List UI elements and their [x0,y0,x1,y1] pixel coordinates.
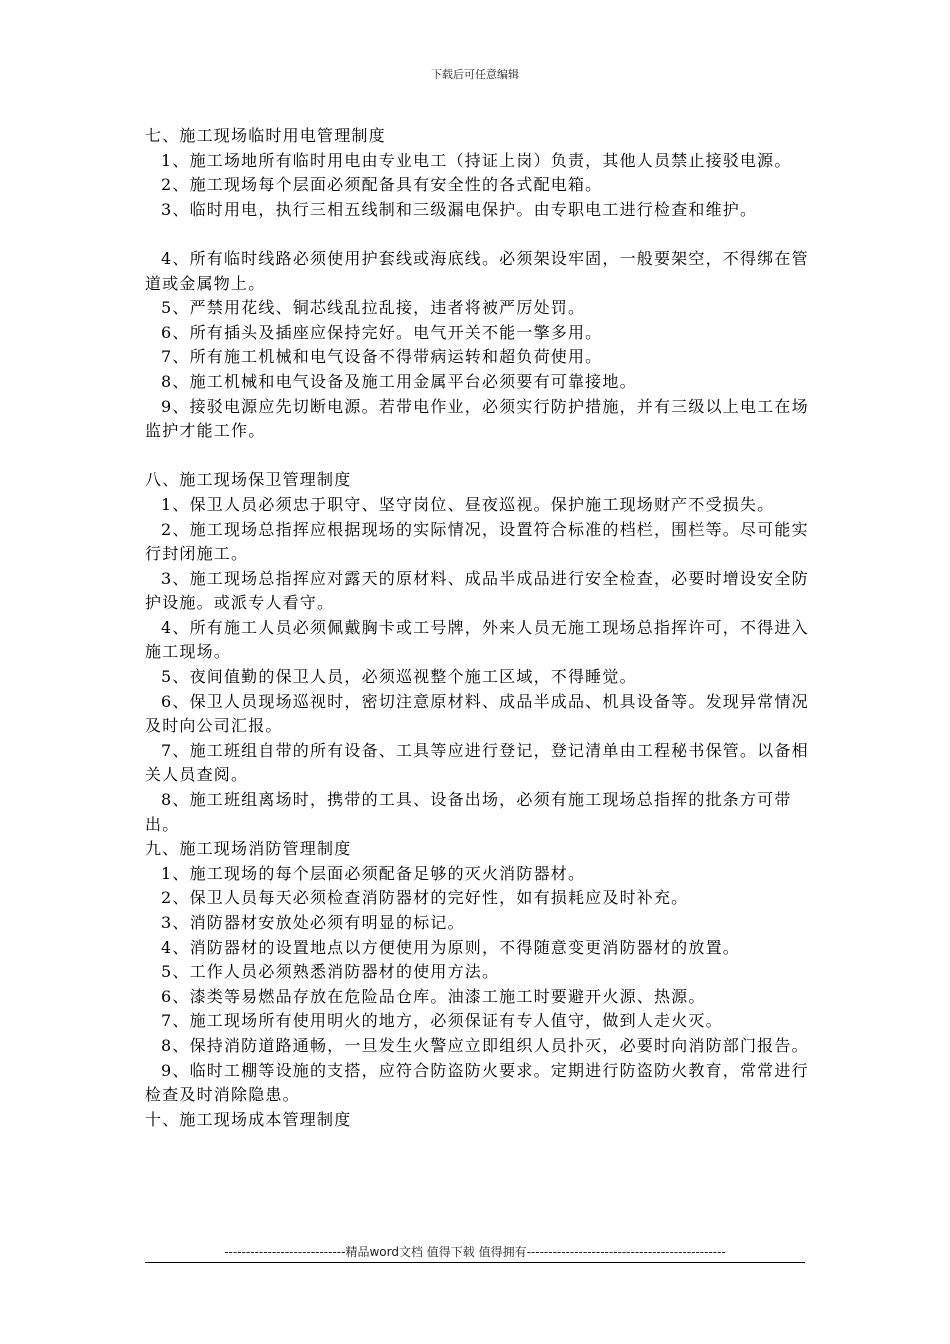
list-item: 4、消防器材的设置地点以方便使用为原则，不得随意变更消防器材的放置。 [161,937,740,957]
list-item: 7、施工现场所有使用明火的地方，必须保证有专人值守，做到人走火灭。 [161,1011,723,1031]
list-item: 1、施工现场的每个层面必须配备足够的灭火消防器材。 [161,863,586,883]
list-item: 3、消防器材安放处必须有明显的标记。 [161,913,465,932]
list-item: 6、保卫人员现场巡视时，密切注意原材料、成品半成品、机具设备等。发现异常情况及时向公司汇报。 [145,691,809,736]
list-item: 6、所有插头及插座应保持完好。电气开关不能一擎多用。 [161,322,603,342]
list-item: 9、临时工棚等设施的支搭，应符合防盗防火要求。定期进行防盗防火教育，常常进行检查及时消除隐患。 [145,1060,809,1105]
list-item: 5、严禁用花线、铜芯线乱拉乱接，违者将被严厉处罚。 [161,298,586,318]
list-item: 7、所有施工机械和电气设备不得带病运转和超负荷使用。 [161,347,603,367]
list-item: 2、施工现场总指挥应根据现场的实际情况，设置符合标准的档栏，围栏等。尽可能实行封闭施工。 [145,519,809,564]
header-note: 下载后可任意编辑 [431,68,519,81]
list-item: 1、保卫人员必须忠于职守、坚守岗位、昼夜巡视。保护施工现场财产不受损失。 [161,494,775,514]
footer-divider [145,1262,805,1263]
list-item: 6、漆类等易燃品存放在危险品仓库。油漆工施工时要避开火源、热源。 [161,986,706,1006]
list-item: 5、夜间值勤的保卫人员，必须巡视整个施工区域，不得睡觉。 [161,667,637,687]
section-title-8: 八、施工现场保卫管理制度 [145,470,352,490]
list-item: 3、临时用电，执行三相五线制和三级漏电保护。由专职电工进行检查和维护。 [161,199,758,219]
list-item: 8、施工机械和电气设备及施工用金属平台必须要有可靠接地。 [161,371,637,391]
footer-text: ----------------------------精品word文档 值得下载 值得拥有---------------------------------------------- [224,1245,726,1259]
section-title-9: 九、施工现场消防管理制度 [145,839,352,859]
section-title-7: 七、施工现场临时用电管理制度 [145,126,386,145]
list-item: 5、工作人员必须熟悉消防器材的使用方法。 [161,962,500,982]
list-item: 1、施工场地所有临时用电由专业电工（持证上岗）负责，其他人员禁止接驳电源。 [161,150,792,170]
list-item: 2、施工现场每个层面必须配备具有安全性的各式配电箱。 [161,175,603,195]
list-item: 2、保卫人员每天必须检查消防器材的完好性，如有损耗应及时补充。 [161,888,689,908]
list-item: 8、保持消防道路通畅，一旦发生火警应立即组织人员扑灭，必要时向消防部门报告。 [161,1035,809,1055]
section-title-10: 十、施工现场成本管理制度 [145,1109,352,1129]
paragraph-gap [145,222,825,247]
list-item: 3、施工现场总指挥应对露天的原材料、成品半成品进行安全检查，必要时增设安全防护设施。或派专人看守。 [145,568,809,613]
list-item: 9、接驳电源应先切断电源。若带电作业，必须实行防护措施，并有三级以上电工在场监护才能工作。 [145,396,809,441]
paragraph-gap [145,444,825,469]
list-item: 4、所有施工人员必须佩戴胸卡或工号牌，外来人员无施工现场总指挥许可，不得进入施工现场。 [145,617,809,662]
list-item: 8、施工班组离场时，携带的工具、设备出场，必须有施工现场总指挥的批条方可带出。 [145,790,792,834]
list-item: 7、施工班组自带的所有设备、工具等应进行登记，登记清单由工程秘书保管。以备相关人员查阅。 [145,740,809,785]
list-item: 4、所有临时线路必须使用护套线或海底线。必须架设牢固，一般要架空，不得绑在管道或金属物上。 [145,248,809,293]
document-body [145,124,825,1132]
